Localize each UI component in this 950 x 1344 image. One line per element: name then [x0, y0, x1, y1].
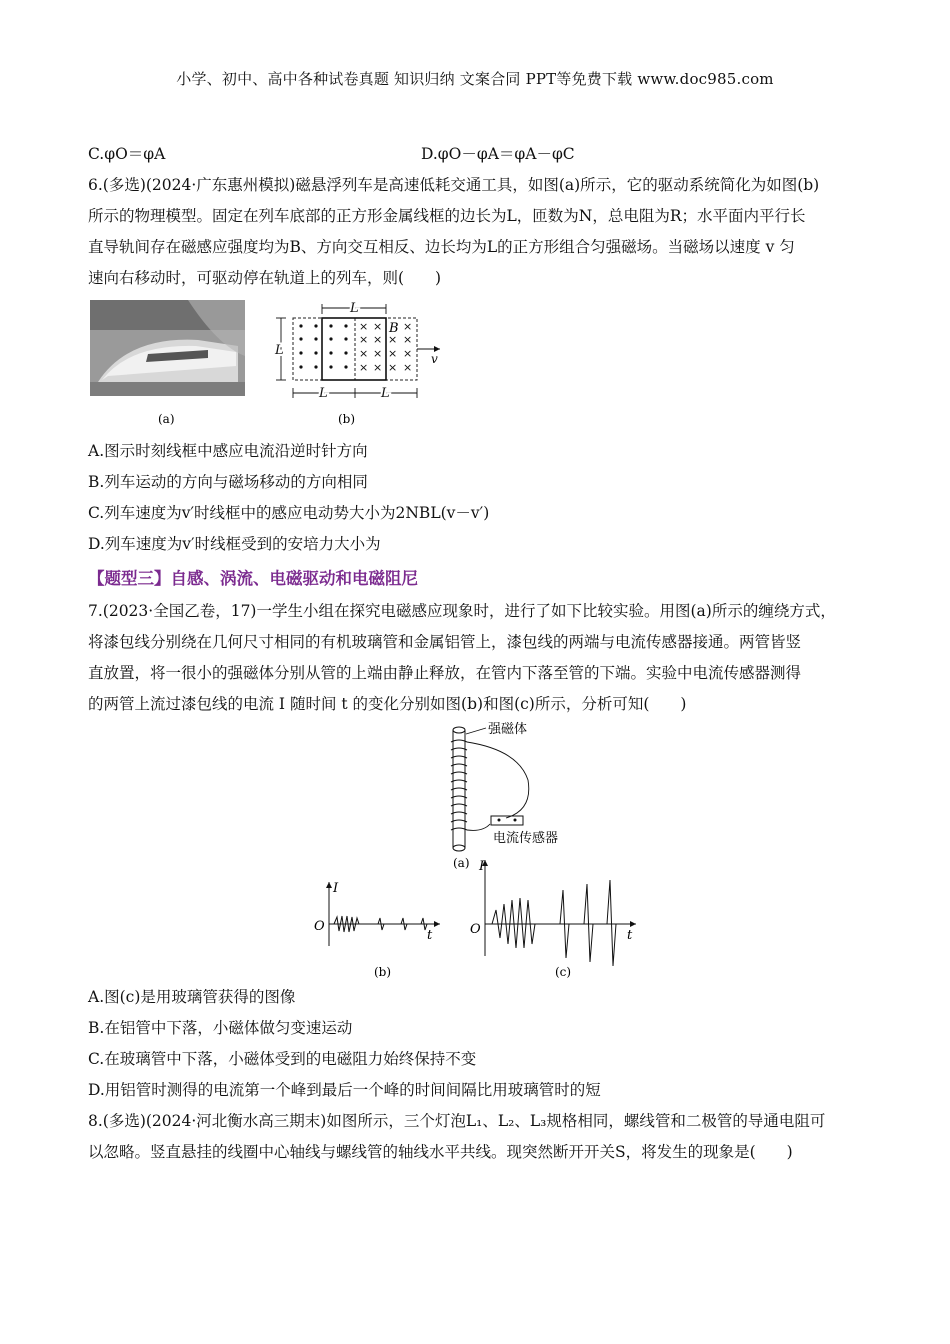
q7-option-c: C.在玻璃管中下落，小磁体受到的电磁阻力始终保持不变 [88, 1050, 477, 1068]
fig-b-label: (b) [338, 412, 356, 426]
fig-b-label-q7: (b) [374, 965, 392, 979]
q6-option-a: A.图示时刻线框中感应电流沿逆时针方向 [88, 442, 368, 460]
q8-line: 8.(多选)(2024·河北衡水高三期末)如图所示，三个灯泡L₁、L₂、L₃规格相同，螺线管和二极管的导通电阻可 [88, 1112, 826, 1130]
label-magnet: 强磁体 [488, 722, 528, 737]
svg-text:×: × [373, 361, 383, 374]
q8-line: 以忽略。竖直悬挂的线圈中心轴线与螺线管的轴线水平共线。现突然断开开关S，将发生的现象是( ) [88, 1143, 793, 1161]
q6-figures [88, 296, 864, 436]
tube-apparatus [451, 721, 558, 870]
svg-text:×: × [359, 333, 369, 346]
q7-line: 直放置，将一很小的强磁体分别从管的上端由静止释放，在管内下落至管的下端。实验中电流传感器测得 [88, 664, 802, 682]
label-v: v [431, 352, 438, 366]
q6-option-c: C.列车速度为v′时线框中的感应电动势大小为2NBL(v－v′) [88, 504, 490, 522]
question-6 [88, 170, 864, 294]
question-8 [88, 1106, 864, 1168]
q6-line: 6.(多选)(2024·广东惠州模拟)磁悬浮列车是高速低耗交通工具，如图(a)所示，它的驱动系统简化为如图(b) [88, 176, 820, 194]
svg-text:×: × [359, 361, 369, 374]
page-header: 小学、初中、高中各种试卷真题 知识归纳 文案合同 PPT等免费下载 www.doc985.com [176, 70, 774, 88]
label-L-left: L [275, 343, 284, 358]
svg-text:×: × [403, 333, 413, 346]
content [88, 140, 864, 1168]
option-c: C.φO＝φA [88, 145, 166, 163]
svg-text:×: × [403, 320, 413, 333]
maglev-train-photo [90, 300, 245, 396]
q7-line: 将漆包线分别绕在几何尺寸相同的有机玻璃管和金属铝管上，漆包线的两端与电流传感器接通。两管皆竖 [88, 633, 802, 651]
label-current-sensor: 电流传感器 [493, 831, 559, 846]
q6-options [88, 436, 864, 560]
section-title: 【题型三】自感、涡流、电磁驱动和电磁阻尼 [88, 569, 418, 588]
q7-line: 7.(2023·全国乙卷，17)一学生小组在探究电磁感应现象时，进行了如下比较实验。用图(a)所示的缠绕方式， [88, 602, 836, 620]
q7-option-a: A.图(c)是用玻璃管获得的图像 [88, 988, 296, 1006]
svg-text:×: × [359, 320, 369, 333]
axis-O-b: O [314, 919, 325, 934]
axis-I-b: I [333, 881, 339, 896]
fig-a-label: (a) [453, 856, 470, 870]
q7-options [88, 982, 864, 1106]
label-B: B [389, 321, 399, 336]
svg-text:×: × [373, 347, 383, 360]
svg-text:×: × [359, 347, 369, 360]
q7-option-b: B.在铝管中下落，小磁体做匀变速运动 [88, 1019, 353, 1037]
question-7 [88, 596, 864, 720]
label-L-bottom-2: L [381, 386, 390, 401]
q6-line: 速向右移动时，可驱动停在轨道上的列车，则( ) [88, 269, 442, 287]
axis-I-c: I [479, 859, 485, 874]
dots-field-region [299, 324, 347, 368]
q6-option-d: D.列车速度为v′时线框受到的安培力大小为 [88, 535, 381, 553]
axis-t-c: t [627, 928, 633, 943]
svg-text:×: × [403, 361, 413, 374]
svg-text:×: × [403, 347, 413, 360]
fig-a-label: (a) [158, 412, 175, 426]
fig-c-label: (c) [555, 965, 572, 979]
field-model-diagram [274, 301, 440, 401]
q6-line: 直导轨间存在磁感应强度均为B、方向交互相反、边长均为L的正方形组合匀强磁场。当磁场以速度 v 匀 [88, 238, 795, 256]
label-L-top: L [350, 301, 359, 316]
q7-option-d: D.用铝管时测得的电流第一个峰到最后一个峰的时间间隔比用玻璃管时的短 [88, 1081, 601, 1099]
axis-t-b: t [427, 928, 433, 943]
option-d: D.φO－φA＝φA－φC [421, 145, 575, 163]
q6-figure-svg [88, 296, 508, 436]
axis-O-c: O [470, 922, 481, 937]
svg-text:×: × [373, 320, 383, 333]
graph-b [314, 881, 440, 979]
q7-figure-svg [88, 720, 864, 982]
q7-line: 的两管上流过漆包线的电流 I 随时间 t 的变化分别如图(b)和图(c)所示，分析可知( ) [88, 695, 687, 713]
label-L-bottom-1: L [319, 386, 328, 401]
svg-text:×: × [388, 333, 398, 346]
graph-c [470, 859, 636, 979]
prev-options-row [88, 140, 864, 168]
svg-text:×: × [388, 347, 398, 360]
q7-figures [88, 720, 864, 982]
q6-line: 所示的物理模型。固定在列车底部的正方形金属线框的边长为L，匝数为N，总电阻为R；水平面内平行长 [88, 207, 806, 225]
q6-option-b: B.列车运动的方向与磁场移动的方向相同 [88, 473, 368, 491]
svg-text:×: × [373, 333, 383, 346]
svg-text:×: × [388, 361, 398, 374]
